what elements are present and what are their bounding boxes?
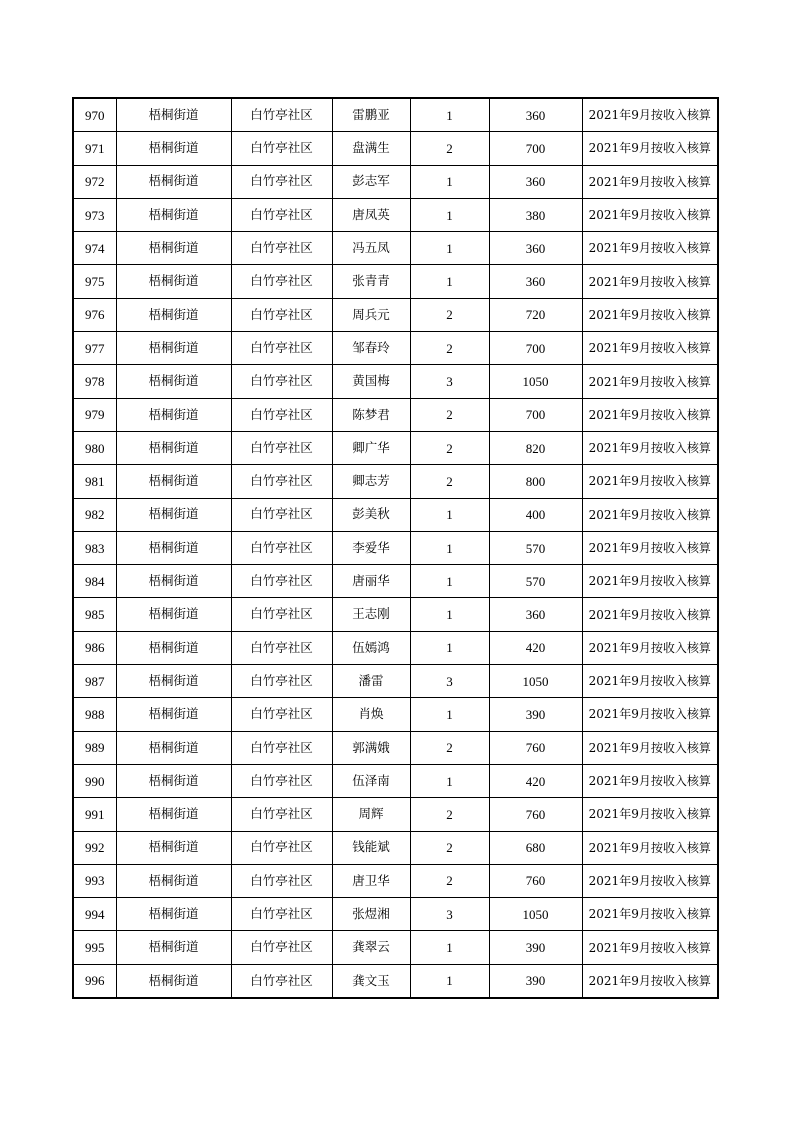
cell-note: 2021年9月按收入核算 — [582, 465, 718, 498]
cell-household-count: 2 — [410, 398, 489, 431]
cell-amount: 1050 — [489, 898, 582, 931]
cell-seq: 972 — [73, 165, 116, 198]
cell-seq: 970 — [73, 98, 116, 132]
table-row — [73, 398, 718, 431]
cell-amount: 390 — [489, 931, 582, 964]
cell-note: 2021年9月按收入核算 — [582, 831, 718, 864]
table-row — [73, 298, 718, 331]
cell-amount: 820 — [489, 431, 582, 464]
cell-street: 梧桐街道 — [116, 332, 231, 365]
cell-note: 2021年9月按收入核算 — [582, 864, 718, 897]
cell-note: 2021年9月按收入核算 — [582, 731, 718, 764]
cell-name: 周兵元 — [332, 298, 410, 331]
cell-household-count: 2 — [410, 298, 489, 331]
cell-street: 梧桐街道 — [116, 498, 231, 531]
cell-street: 梧桐街道 — [116, 98, 231, 132]
table-row — [73, 731, 718, 764]
cell-note: 2021年9月按收入核算 — [582, 332, 718, 365]
cell-street: 梧桐街道 — [116, 731, 231, 764]
cell-street: 梧桐街道 — [116, 531, 231, 564]
cell-name: 雷鹏亚 — [332, 98, 410, 132]
cell-community: 白竹亭社区 — [231, 298, 332, 331]
cell-street: 梧桐街道 — [116, 165, 231, 198]
cell-street: 梧桐街道 — [116, 964, 231, 998]
cell-amount: 360 — [489, 265, 582, 298]
table-body — [73, 98, 718, 998]
table-row — [73, 964, 718, 998]
cell-seq: 971 — [73, 132, 116, 165]
cell-amount: 1050 — [489, 365, 582, 398]
cell-note: 2021年9月按收入核算 — [582, 98, 718, 132]
table-row — [73, 598, 718, 631]
table-row — [73, 798, 718, 831]
cell-household-count: 2 — [410, 431, 489, 464]
cell-community: 白竹亭社区 — [231, 465, 332, 498]
cell-community: 白竹亭社区 — [231, 132, 332, 165]
cell-note: 2021年9月按收入核算 — [582, 198, 718, 231]
cell-name: 龚文玉 — [332, 964, 410, 998]
cell-name: 王志刚 — [332, 598, 410, 631]
cell-name: 张青青 — [332, 265, 410, 298]
cell-community: 白竹亭社区 — [231, 698, 332, 731]
cell-amount: 380 — [489, 198, 582, 231]
cell-seq: 988 — [73, 698, 116, 731]
cell-community: 白竹亭社区 — [231, 798, 332, 831]
cell-name: 伍嫣鸿 — [332, 631, 410, 664]
cell-street: 梧桐街道 — [116, 631, 231, 664]
cell-household-count: 1 — [410, 964, 489, 998]
cell-amount: 570 — [489, 531, 582, 564]
table-row — [73, 265, 718, 298]
cell-household-count: 1 — [410, 232, 489, 265]
cell-community: 白竹亭社区 — [231, 731, 332, 764]
cell-name: 冯五凤 — [332, 232, 410, 265]
cell-seq: 993 — [73, 864, 116, 897]
cell-amount: 420 — [489, 764, 582, 797]
table-row — [73, 698, 718, 731]
cell-name: 邹春玲 — [332, 332, 410, 365]
cell-seq: 989 — [73, 731, 116, 764]
cell-name: 彭志军 — [332, 165, 410, 198]
cell-amount: 760 — [489, 731, 582, 764]
cell-seq: 987 — [73, 665, 116, 698]
cell-community: 白竹亭社区 — [231, 332, 332, 365]
cell-community: 白竹亭社区 — [231, 398, 332, 431]
cell-seq: 978 — [73, 365, 116, 398]
cell-community: 白竹亭社区 — [231, 531, 332, 564]
cell-community: 白竹亭社区 — [231, 831, 332, 864]
cell-street: 梧桐街道 — [116, 798, 231, 831]
cell-household-count: 3 — [410, 365, 489, 398]
cell-seq: 981 — [73, 465, 116, 498]
cell-street: 梧桐街道 — [116, 431, 231, 464]
cell-street: 梧桐街道 — [116, 398, 231, 431]
table-row — [73, 764, 718, 797]
cell-community: 白竹亭社区 — [231, 198, 332, 231]
cell-community: 白竹亭社区 — [231, 764, 332, 797]
cell-note: 2021年9月按收入核算 — [582, 665, 718, 698]
cell-street: 梧桐街道 — [116, 232, 231, 265]
cell-household-count: 2 — [410, 864, 489, 897]
cell-amount: 1050 — [489, 665, 582, 698]
cell-seq: 985 — [73, 598, 116, 631]
cell-household-count: 2 — [410, 731, 489, 764]
table-row — [73, 165, 718, 198]
table-row — [73, 565, 718, 598]
cell-name: 潘雷 — [332, 665, 410, 698]
cell-household-count: 1 — [410, 698, 489, 731]
cell-seq: 979 — [73, 398, 116, 431]
cell-household-count: 1 — [410, 498, 489, 531]
cell-seq: 991 — [73, 798, 116, 831]
cell-note: 2021年9月按收入核算 — [582, 964, 718, 998]
cell-note: 2021年9月按收入核算 — [582, 764, 718, 797]
cell-street: 梧桐街道 — [116, 265, 231, 298]
cell-seq: 977 — [73, 332, 116, 365]
cell-name: 唐凤英 — [332, 198, 410, 231]
cell-note: 2021年9月按收入核算 — [582, 798, 718, 831]
table-row — [73, 931, 718, 964]
table-row — [73, 864, 718, 897]
cell-note: 2021年9月按收入核算 — [582, 531, 718, 564]
cell-amount: 360 — [489, 165, 582, 198]
cell-community: 白竹亭社区 — [231, 898, 332, 931]
cell-street: 梧桐街道 — [116, 864, 231, 897]
cell-note: 2021年9月按收入核算 — [582, 232, 718, 265]
cell-street: 梧桐街道 — [116, 898, 231, 931]
cell-name: 李爱华 — [332, 531, 410, 564]
cell-seq: 976 — [73, 298, 116, 331]
table-row — [73, 465, 718, 498]
cell-name: 肖焕 — [332, 698, 410, 731]
cell-household-count: 1 — [410, 631, 489, 664]
cell-amount: 800 — [489, 465, 582, 498]
cell-seq: 975 — [73, 265, 116, 298]
cell-street: 梧桐街道 — [116, 565, 231, 598]
cell-street: 梧桐街道 — [116, 132, 231, 165]
cell-amount: 720 — [489, 298, 582, 331]
table-row — [73, 898, 718, 931]
cell-household-count: 1 — [410, 565, 489, 598]
cell-community: 白竹亭社区 — [231, 265, 332, 298]
cell-household-count: 1 — [410, 764, 489, 797]
cell-name: 彭美秋 — [332, 498, 410, 531]
cell-seq: 996 — [73, 964, 116, 998]
cell-name: 郭满娥 — [332, 731, 410, 764]
cell-household-count: 2 — [410, 465, 489, 498]
cell-community: 白竹亭社区 — [231, 964, 332, 998]
cell-name: 龚翠云 — [332, 931, 410, 964]
cell-note: 2021年9月按收入核算 — [582, 365, 718, 398]
cell-community: 白竹亭社区 — [231, 665, 332, 698]
cell-note: 2021年9月按收入核算 — [582, 265, 718, 298]
cell-amount: 390 — [489, 698, 582, 731]
cell-seq: 982 — [73, 498, 116, 531]
cell-name: 黄国梅 — [332, 365, 410, 398]
cell-community: 白竹亭社区 — [231, 98, 332, 132]
cell-note: 2021年9月按收入核算 — [582, 631, 718, 664]
cell-seq: 973 — [73, 198, 116, 231]
table-row — [73, 498, 718, 531]
table-row — [73, 332, 718, 365]
cell-street: 梧桐街道 — [116, 365, 231, 398]
cell-name: 张煜湘 — [332, 898, 410, 931]
cell-note: 2021年9月按收入核算 — [582, 431, 718, 464]
cell-name: 盘满生 — [332, 132, 410, 165]
cell-household-count: 1 — [410, 165, 489, 198]
cell-community: 白竹亭社区 — [231, 631, 332, 664]
cell-household-count: 1 — [410, 931, 489, 964]
cell-name: 卿志芳 — [332, 465, 410, 498]
cell-household-count: 3 — [410, 898, 489, 931]
cell-street: 梧桐街道 — [116, 465, 231, 498]
cell-household-count: 2 — [410, 798, 489, 831]
table-row — [73, 365, 718, 398]
cell-name: 周辉 — [332, 798, 410, 831]
table-row — [73, 198, 718, 231]
cell-note: 2021年9月按收入核算 — [582, 565, 718, 598]
cell-amount: 700 — [489, 132, 582, 165]
cell-seq: 994 — [73, 898, 116, 931]
cell-seq: 995 — [73, 931, 116, 964]
cell-street: 梧桐街道 — [116, 831, 231, 864]
cell-household-count: 1 — [410, 198, 489, 231]
cell-name: 唐丽华 — [332, 565, 410, 598]
cell-note: 2021年9月按收入核算 — [582, 598, 718, 631]
cell-seq: 974 — [73, 232, 116, 265]
cell-community: 白竹亭社区 — [231, 864, 332, 897]
cell-community: 白竹亭社区 — [231, 565, 332, 598]
cell-seq: 983 — [73, 531, 116, 564]
cell-street: 梧桐街道 — [116, 665, 231, 698]
cell-street: 梧桐街道 — [116, 931, 231, 964]
cell-amount: 680 — [489, 831, 582, 864]
cell-household-count: 2 — [410, 831, 489, 864]
table-row — [73, 531, 718, 564]
table-row — [73, 431, 718, 464]
cell-amount: 760 — [489, 798, 582, 831]
table-row — [73, 831, 718, 864]
cell-seq: 992 — [73, 831, 116, 864]
cell-amount: 360 — [489, 232, 582, 265]
cell-note: 2021年9月按收入核算 — [582, 165, 718, 198]
cell-household-count: 1 — [410, 598, 489, 631]
data-table — [72, 97, 719, 999]
cell-street: 梧桐街道 — [116, 764, 231, 797]
cell-note: 2021年9月按收入核算 — [582, 498, 718, 531]
cell-amount: 400 — [489, 498, 582, 531]
cell-street: 梧桐街道 — [116, 598, 231, 631]
cell-household-count: 1 — [410, 265, 489, 298]
cell-community: 白竹亭社区 — [231, 232, 332, 265]
cell-name: 钱能斌 — [332, 831, 410, 864]
cell-seq: 990 — [73, 764, 116, 797]
cell-note: 2021年9月按收入核算 — [582, 698, 718, 731]
cell-household-count: 1 — [410, 531, 489, 564]
cell-community: 白竹亭社区 — [231, 598, 332, 631]
cell-note: 2021年9月按收入核算 — [582, 898, 718, 931]
table-row — [73, 98, 718, 132]
cell-community: 白竹亭社区 — [231, 365, 332, 398]
cell-street: 梧桐街道 — [116, 698, 231, 731]
cell-amount: 700 — [489, 332, 582, 365]
cell-household-count: 3 — [410, 665, 489, 698]
cell-note: 2021年9月按收入核算 — [582, 132, 718, 165]
cell-community: 白竹亭社区 — [231, 931, 332, 964]
cell-street: 梧桐街道 — [116, 198, 231, 231]
cell-community: 白竹亭社区 — [231, 431, 332, 464]
cell-household-count: 2 — [410, 332, 489, 365]
cell-amount: 360 — [489, 98, 582, 132]
cell-name: 陈梦君 — [332, 398, 410, 431]
cell-amount: 760 — [489, 864, 582, 897]
cell-seq: 986 — [73, 631, 116, 664]
cell-amount: 360 — [489, 598, 582, 631]
cell-amount: 390 — [489, 964, 582, 998]
cell-name: 伍泽南 — [332, 764, 410, 797]
cell-note: 2021年9月按收入核算 — [582, 931, 718, 964]
cell-name: 卿广华 — [332, 431, 410, 464]
cell-community: 白竹亭社区 — [231, 165, 332, 198]
cell-note: 2021年9月按收入核算 — [582, 298, 718, 331]
table-row — [73, 232, 718, 265]
cell-amount: 700 — [489, 398, 582, 431]
cell-note: 2021年9月按收入核算 — [582, 398, 718, 431]
cell-seq: 980 — [73, 431, 116, 464]
cell-amount: 570 — [489, 565, 582, 598]
cell-street: 梧桐街道 — [116, 298, 231, 331]
table-row — [73, 665, 718, 698]
cell-community: 白竹亭社区 — [231, 498, 332, 531]
cell-amount: 420 — [489, 631, 582, 664]
cell-name: 唐卫华 — [332, 864, 410, 897]
table-row — [73, 132, 718, 165]
cell-household-count: 1 — [410, 98, 489, 132]
cell-seq: 984 — [73, 565, 116, 598]
table-row — [73, 631, 718, 664]
cell-household-count: 2 — [410, 132, 489, 165]
